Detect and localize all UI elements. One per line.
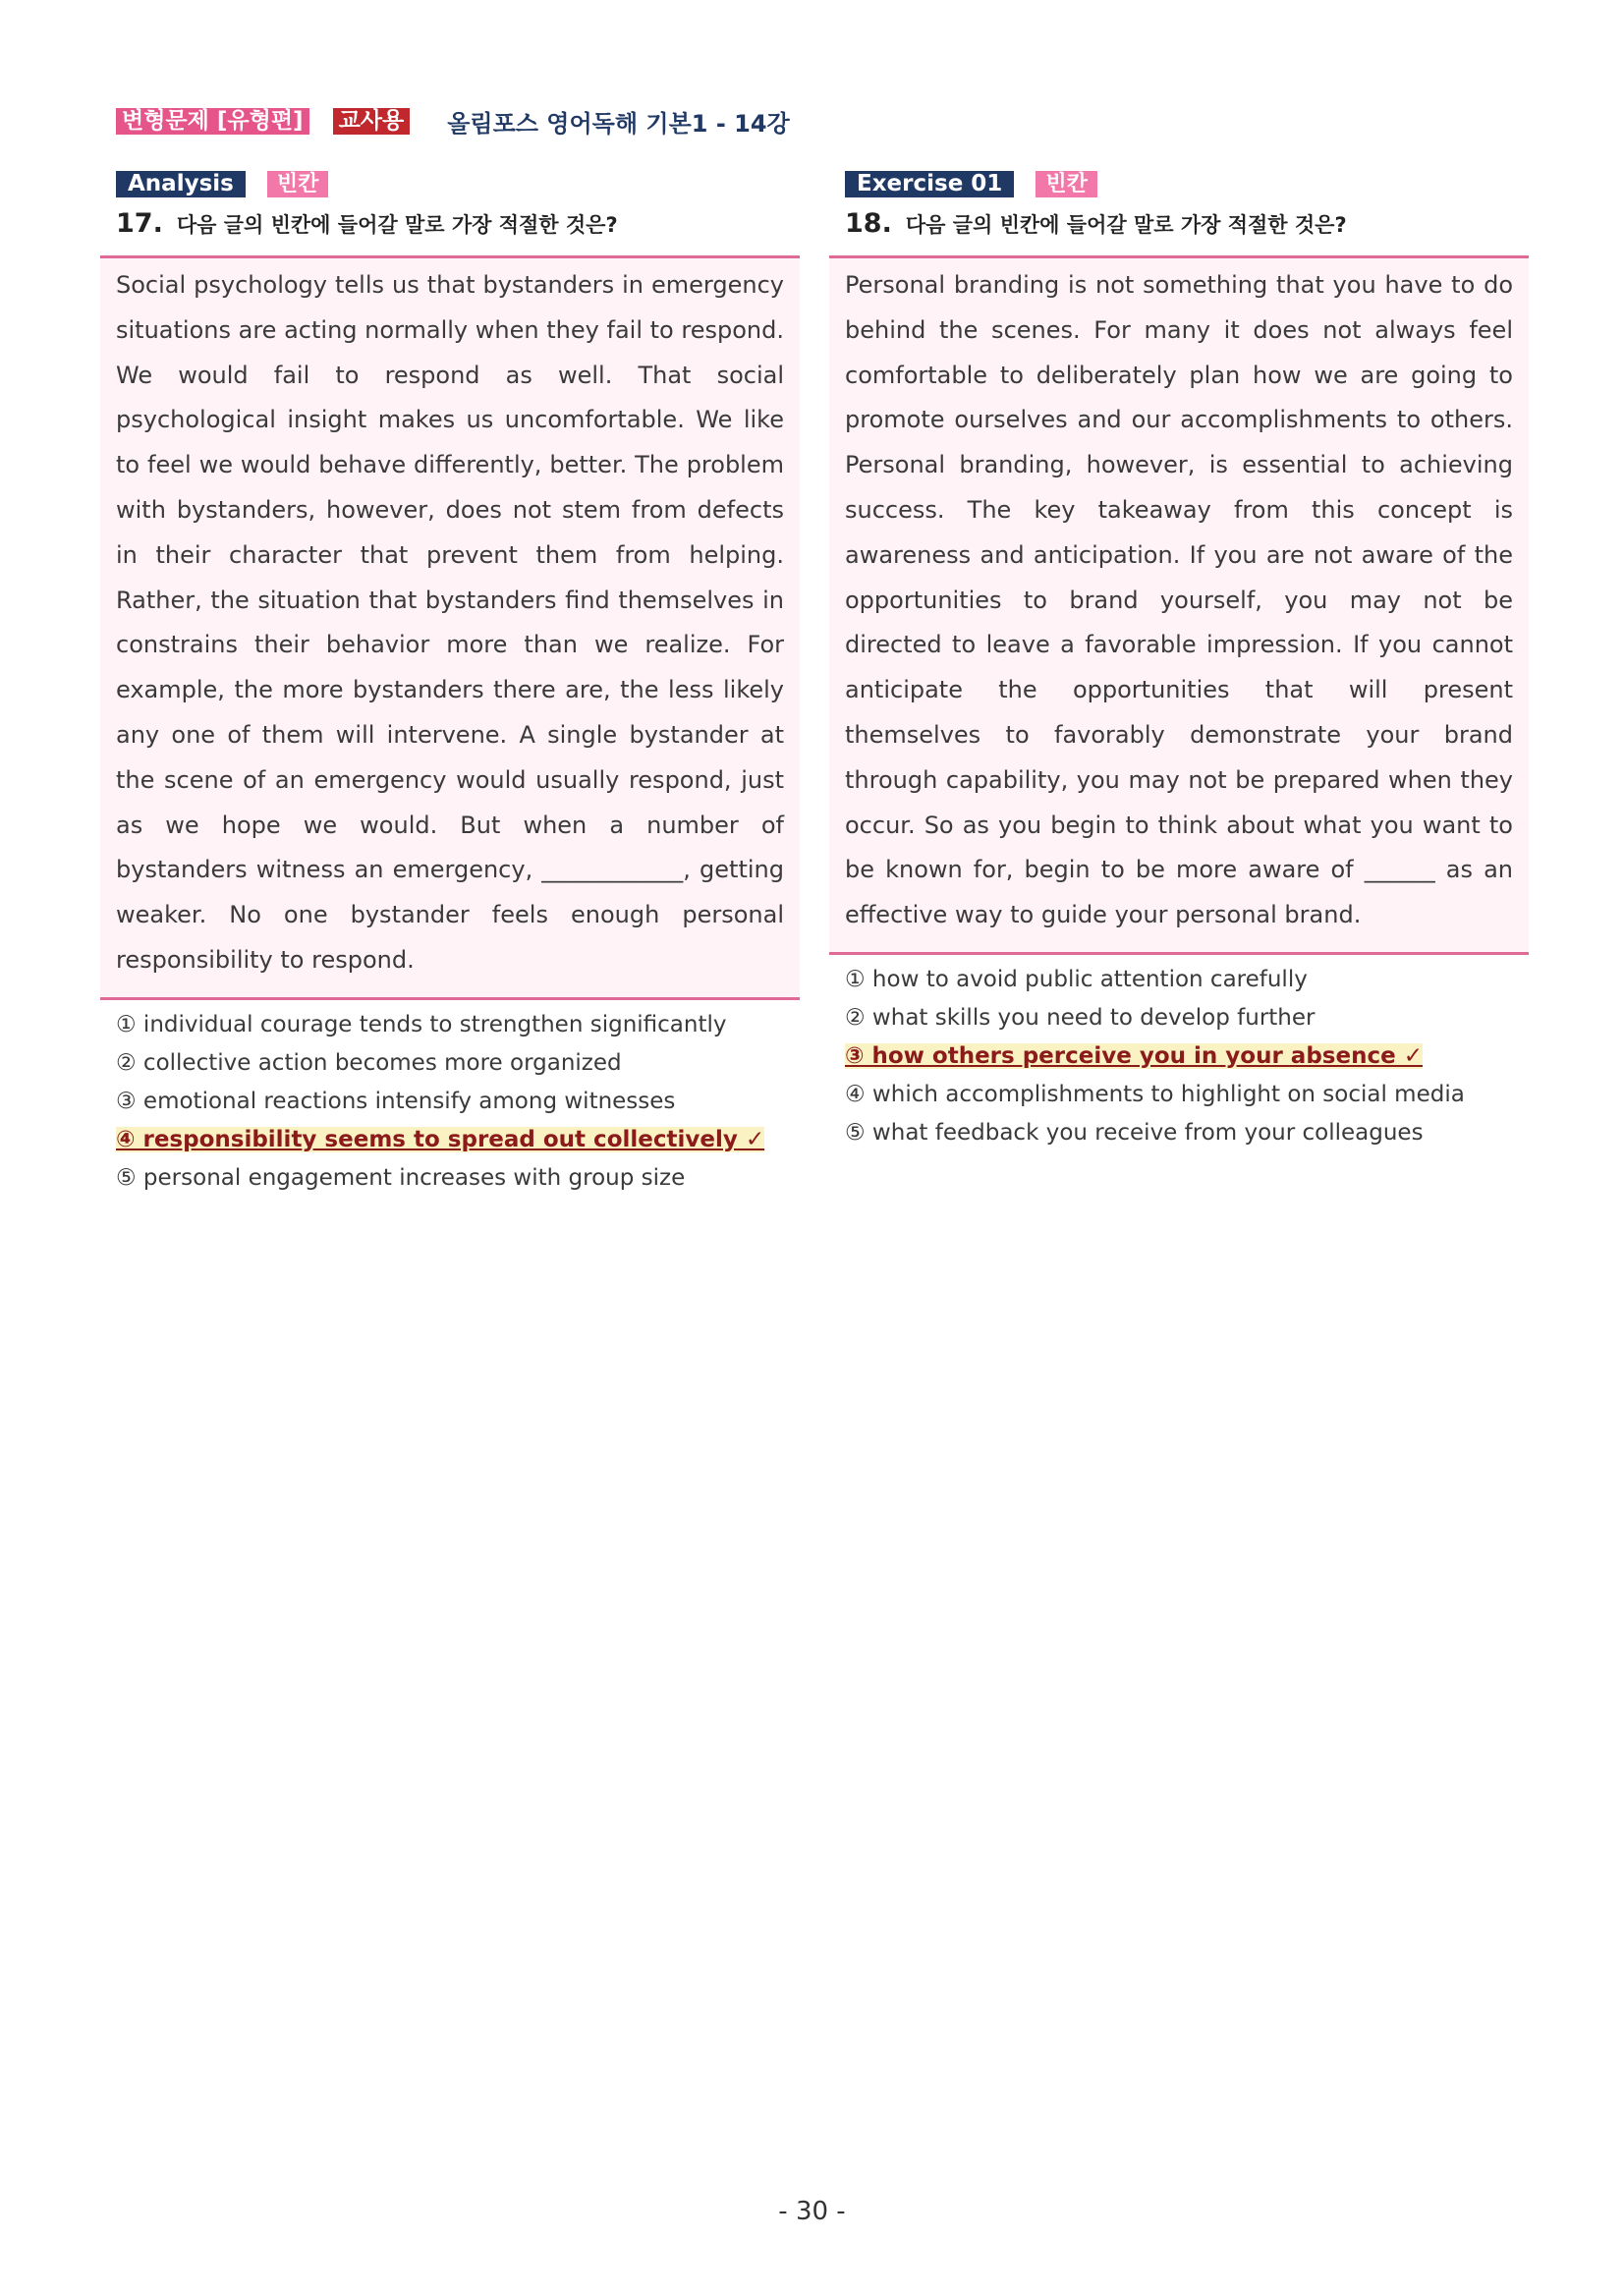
passage-box [100,255,800,1000]
choice-1: ① individual courage tends to strengthen significantly [116,1011,727,1037]
choice-3: ③ emotional reactions intensify among witnesses [116,1088,676,1114]
section-labels [829,169,1529,198]
choice-4-correct [116,1121,800,1159]
choice-2: ② collective action becomes more organized [116,1049,622,1076]
correct-answer-text: ④ responsibility seems to spread out collectively ✓ [116,1126,765,1152]
choice-3-correct [845,1037,1529,1076]
choice-2: ② what skills you need to develop further [845,1004,1316,1031]
question-prompt: 다음 글의 빈칸에 들어갈 말로 가장 적절한 것은? [905,213,1347,237]
section-labels [100,169,800,198]
question-18-column [829,169,1529,1152]
exercise-label: Exercise 01 [845,171,1014,197]
blank-label: 빈칸 [267,171,329,197]
answer-choices [829,961,1529,1152]
passage-box [829,255,1529,955]
passage-text: Social psychology tells us that bystanders in emergency situations are acting normally when they fail to respond. We would fail to respond as well. That social psychological insight makes us uncomfortable. We like to feel we would behave differently, better. The problem with bystanders, however, does not stem from defects in their character that prevent them from helping. Rather, the situation that bystanders find themselves in constrains their behavior more than we realize. For example, the more bystanders there are, the less likely any one of them will intervene. A single bystander at the scene of an emergency would usually respond, just as we hope we would. But when a number of bystanders witness an emergency, ____________, getting weaker. No one bystander feels enough personal responsibility to respond. [116,271,784,974]
blank-label: 빈칸 [1036,171,1097,197]
question-title [829,208,1529,244]
page-number: - 30 - [778,2197,846,2226]
teacher-tag: 교사용 [333,108,411,135]
question-prompt: 다음 글의 빈칸에 들어갈 말로 가장 적절한 것은? [176,213,618,237]
choice-4: ④ which accomplishments to highlight on social media [845,1081,1465,1107]
answer-choices [100,1006,800,1198]
header-title: 올림포스 영어독해 기본1 - 14강 [447,109,790,138]
question-17-column [100,169,800,1198]
question-number: 18. [845,208,892,239]
page-header [116,106,790,136]
choice-5: ⑤ what feedback you receive from your colleagues [845,1119,1424,1146]
correct-answer-text: ③ how others perceive you in your absence ✓ [845,1042,1423,1069]
question-title [100,208,800,244]
type-tag: 변형문제 [유형편] [116,108,309,135]
analysis-label: Analysis [116,171,246,197]
choice-5: ⑤ personal engagement increases with group size [116,1164,686,1191]
choice-1: ① how to avoid public attention carefully [845,966,1308,992]
passage-text: Personal branding is not something that you have to do behind the scenes. For many it does not always feel comfortable to deliberately plan how we are going to promote ourselves and our accomplishments to others. Personal branding, however, is essential to achieving success. The key takeaway from this concept is awareness and anticipation. If you are not aware of the opportunities to brand yourself, you may not be directed to leave a favorable impression. If you cannot anticipate the opportunities that will present themselves to favorably demonstrate your brand through capability, you may not be prepared when they occur. So as you begin to think about what you want to be known for, begin to be more aware of ______ as an effective way to guide your personal brand. [845,271,1513,929]
question-number: 17. [116,208,163,239]
